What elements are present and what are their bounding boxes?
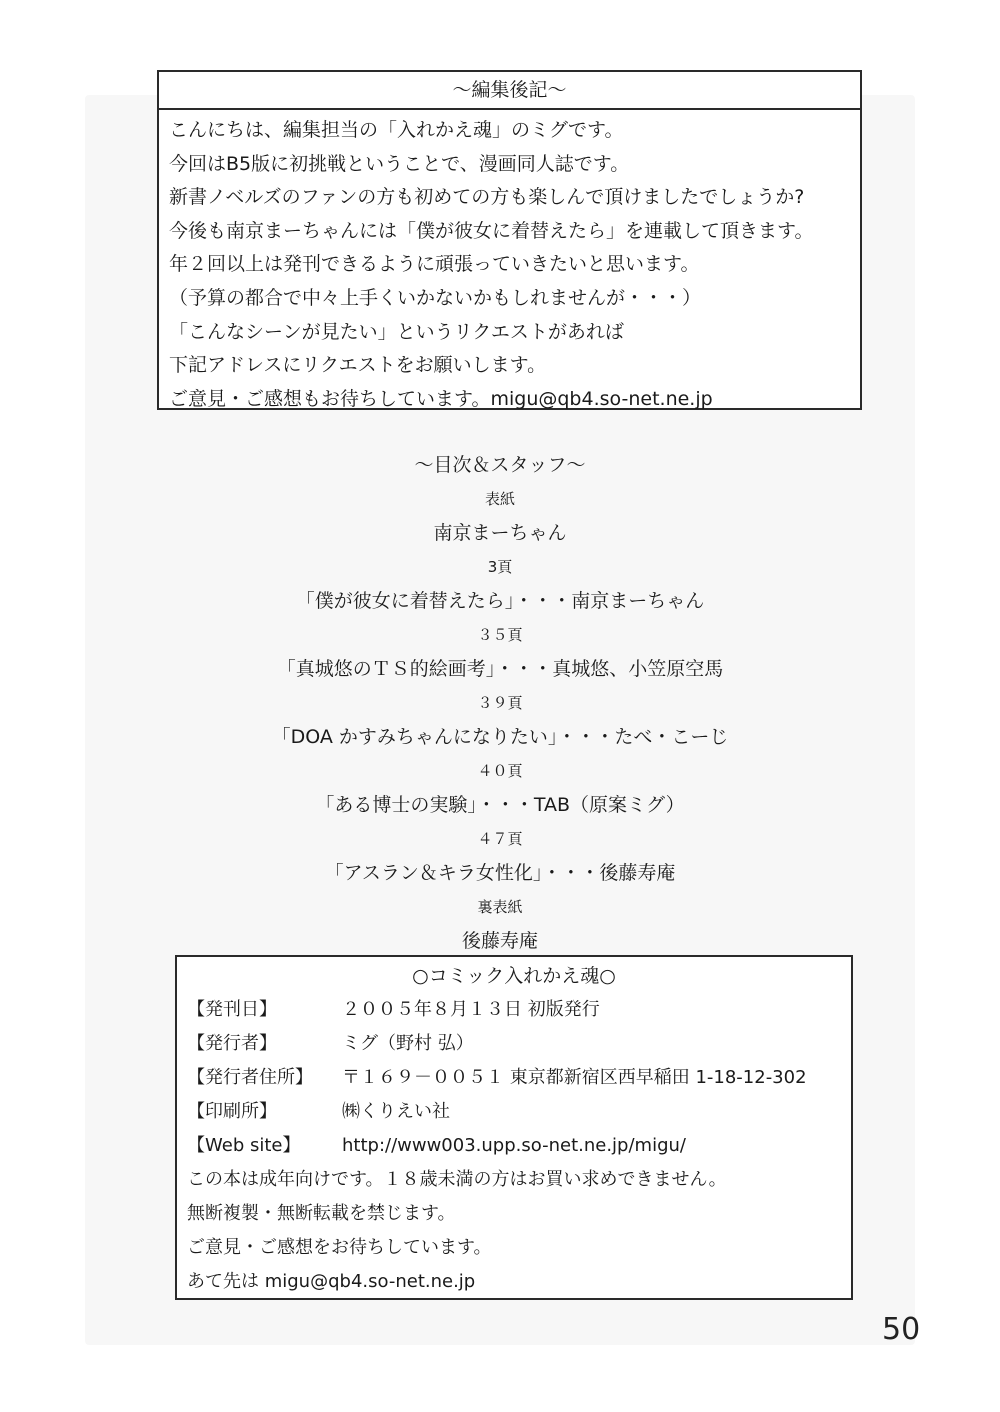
colophon-key: 【印刷所】: [187, 1101, 277, 1122]
colophon-title: ○コミック入れかえ魂○: [412, 965, 616, 987]
afterword-line: 「こんなシーンが見たい」というリクエストがあれば: [169, 320, 624, 343]
afterword-title: ～編集後記～: [159, 72, 860, 110]
colophon-key: 【発行者】: [187, 1033, 277, 1054]
website-link[interactable]: http://www003.upp.so-net.ne.jp/migu/: [342, 1135, 686, 1156]
colophon-value: ミグ（野村 弘）: [342, 1033, 474, 1054]
colophon-note: 無断複製・無断転載を禁じます。: [187, 1203, 456, 1224]
colophon-key: 【Web site】: [187, 1135, 301, 1156]
colophon-rows: [177, 993, 851, 1163]
toc-title: ～目次＆スタッフ～: [414, 454, 586, 476]
colophon-row-date: [187, 993, 851, 1027]
table-of-contents: [0, 448, 1000, 958]
colophon-note: この本は成年向けです。１８歳未満の方はお買い求めできません。: [187, 1169, 727, 1190]
afterword-line: 新書ノベルズのファンの方も初めての方も楽しんで頂けましたでしょうか?: [169, 186, 805, 209]
colophon-row-address: [187, 1061, 851, 1095]
toc-entry: 「僕が彼女に着替えたら」・・・南京まーちゃん: [295, 590, 705, 612]
toc-page-label: 表紙: [484, 490, 515, 508]
toc-entry: 「DOA かすみちゃんになりたい」・・・たべ・こーじ: [271, 726, 729, 748]
colophon-box: [175, 955, 853, 1300]
toc-page-label: 裏表紙: [477, 898, 523, 916]
afterword-contact-line: ご意見・ご感想もお待ちしています。migu@qb4.so-net.ne.jp: [169, 387, 713, 410]
page-number: 50: [882, 1312, 921, 1347]
toc-page-label: 3頁: [487, 558, 513, 576]
toc-entry: 「ある博士の実験」・・・TAB（原案ミグ）: [315, 794, 685, 816]
afterword-box: [157, 70, 862, 410]
colophon-note: ご意見・ご感想をお待ちしています。: [187, 1237, 492, 1258]
afterword-line: 今後も南京まーちゃんには「僕が彼女に着替えたら」を連載して頂きます。: [169, 219, 814, 242]
toc-entry: 後藤寿庵: [461, 930, 538, 952]
toc-entry: 「アスラン＆キラ女性化」・・・後藤寿庵: [324, 862, 676, 884]
toc-entry: 南京まーちゃん: [433, 522, 567, 544]
toc-page-label: ４７頁: [477, 830, 523, 848]
colophon-value: ２００５年８月１３日 初版発行: [342, 999, 600, 1020]
afterword-line: 今回はB5版に初挑戦ということで、漫画同人誌です。: [169, 152, 630, 175]
toc-page-label: ４０頁: [477, 762, 523, 780]
afterword-lines: [159, 110, 860, 416]
colophon-contact-note: あて先は migu@qb4.so-net.ne.jp: [187, 1271, 476, 1292]
colophon-value: 〒１６９－００５１ 東京都新宿区西早稲田 1-18-12-302: [342, 1067, 807, 1088]
colophon-key: 【発行者住所】: [187, 1067, 313, 1088]
afterword-line: （予算の都合で中々上手くいかないかもしれませんが・・・）: [169, 286, 702, 309]
afterword-line: 下記アドレスにリクエストをお願いします。: [169, 354, 547, 377]
colophon-row-website: [187, 1129, 851, 1163]
colophon-row-publisher: [187, 1027, 851, 1061]
colophon-value: ㈱くりえい社: [342, 1101, 450, 1122]
colophon-row-printer: [187, 1095, 851, 1129]
afterword-line: 年２回以上は発刊できるように頑張っていきたいと思います。: [169, 253, 700, 276]
toc-page-label: ３５頁: [477, 626, 523, 644]
afterword-line: こんにちは、編集担当の「入れかえ魂」のミグです。: [169, 119, 624, 141]
colophon-key: 【発刊日】: [187, 999, 277, 1020]
toc-entry: 「真城悠のＴＳ的絵画考」・・・真城悠、小笠原空馬: [276, 658, 724, 680]
toc-page-label: ３９頁: [477, 694, 523, 712]
